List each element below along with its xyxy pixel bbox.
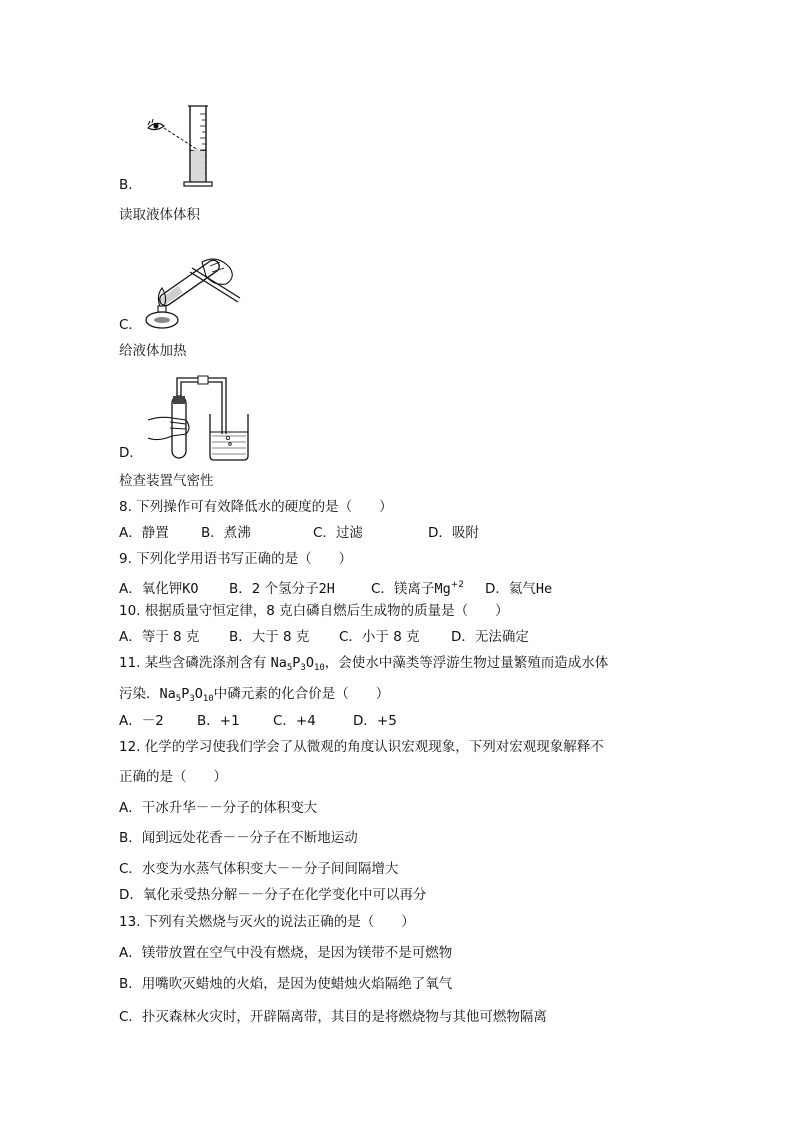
question-11-options xyxy=(119,712,397,730)
q9-option-d xyxy=(485,580,552,598)
q11-p-sub: 3 xyxy=(300,663,306,673)
q13-option-b: B．用嘴吹灭蜡烛的火焰，是因为使蜡烛火焰隔绝了氧气 xyxy=(119,976,453,992)
q12-option-a: A．干冰升华－－分子的体积变大 xyxy=(119,800,318,816)
q9-c-text: C．镁离子 xyxy=(371,581,435,597)
q8-option-c: C．过滤 xyxy=(313,525,363,541)
airtightness-check-figure xyxy=(140,372,252,464)
question-12-stem-line1: 12. 化学的学习使我们学会了从微观的角度认识宏观现象，下列对宏观现象解释不 xyxy=(119,739,604,755)
q11-o-2: O xyxy=(194,686,203,702)
question-9-options xyxy=(119,576,552,598)
q9-c-formula: Mg xyxy=(434,581,451,597)
q11-formula-2 xyxy=(160,686,214,702)
q11-p: P xyxy=(292,655,301,671)
option-d-letter: D． xyxy=(119,445,143,461)
q13-option-a: A．镁带放置在空气中没有燃烧，是因为镁带不是可燃物 xyxy=(119,945,453,961)
question-9-stem: 9. 下列化学用语书写正确的是（ ） xyxy=(119,551,353,567)
q10-option-a: A．等于 8 克 xyxy=(119,629,200,645)
q11-option-c: C．+4 xyxy=(273,713,316,729)
graduated-cylinder-figure xyxy=(140,104,220,190)
q9-a-formula: KO xyxy=(182,581,199,597)
option-d-caption: 检查装置气密性 xyxy=(119,473,214,489)
q11-o-sub: 10 xyxy=(313,663,325,673)
q11-option-d: D．+5 xyxy=(353,713,397,729)
q12-option-c: C．水变为水蒸气体积变大－－分子间间隔增大 xyxy=(119,861,399,877)
q10-option-b: B．大于 8 克 xyxy=(229,629,310,645)
q11-p-sub-2: 3 xyxy=(189,694,195,704)
q11-option-b: B．+1 xyxy=(197,713,240,729)
question-11-stem-line2 xyxy=(119,685,389,708)
q8-option-a: A．静置 xyxy=(119,525,169,541)
question-13-stem: 13. 下列有关燃烧与灭火的说法正确的是（ ） xyxy=(119,914,415,930)
q11-p-2: P xyxy=(181,686,190,702)
q13-option-c: C．扑灭森林火灾时，开辟隔离带，其目的是将燃烧物与其他可燃物隔离 xyxy=(119,1009,547,1025)
question-8-stem: 8. 下列操作可有效降低水的硬度的是（ ） xyxy=(119,499,393,515)
option-c-letter: C． xyxy=(119,317,142,333)
question-8-options xyxy=(119,524,479,542)
q9-d-formula: He xyxy=(535,581,553,597)
q9-option-c xyxy=(371,576,485,598)
q9-c-charge: +2 xyxy=(450,580,464,590)
q11-o-sub-2: 10 xyxy=(202,694,214,704)
q11-stem-pre: 11. 某些含磷洗涤剂含有 xyxy=(119,655,271,671)
q10-option-c: C．小于 8 克 xyxy=(339,629,420,645)
q9-a-text: A．氧化钾 xyxy=(119,581,183,597)
heating-test-tube-figure xyxy=(140,232,250,332)
q9-option-b xyxy=(229,580,371,598)
q11-na-2: Na xyxy=(159,686,176,702)
q11-na-sub-2: 5 xyxy=(175,694,182,704)
option-c-caption: 给液体加热 xyxy=(119,343,187,359)
option-b-caption: 读取液体体积 xyxy=(119,207,200,223)
question-10-stem: 10. 根据质量守恒定律，8 克白磷自燃后生成物的质量是（ ） xyxy=(119,603,509,619)
question-12-stem-line2: 正确的是（ ） xyxy=(119,769,227,785)
q11-option-a: A．－2 xyxy=(119,713,164,729)
q9-b-text: B．2 个氢分子 xyxy=(229,581,319,597)
option-b-letter: B． xyxy=(119,177,142,193)
q11-stem-post: ，会使水中藻类等浮游生物过量繁殖而造成水体 xyxy=(324,655,609,671)
q11-line2-post: 中磷元素的化合价是（ ） xyxy=(213,686,390,702)
q10-option-d: D．无法确定 xyxy=(451,629,529,645)
q11-formula xyxy=(271,655,325,671)
q9-option-a xyxy=(119,580,229,598)
q11-na-sub: 5 xyxy=(286,663,293,673)
q12-option-d: D．氧化汞受热分解－－分子在化学变化中可以再分 xyxy=(119,887,427,903)
q11-o: O xyxy=(305,655,314,671)
q11-line2-pre: 污染． xyxy=(119,686,160,702)
q8-option-b: B．煮沸 xyxy=(201,525,251,541)
q9-d-text: D．氦气 xyxy=(485,581,536,597)
question-11-stem xyxy=(119,654,608,677)
q12-option-b: B．闻到远处花香－－分子在不断地运动 xyxy=(119,830,358,846)
q9-b-formula: 2H xyxy=(318,581,335,597)
q8-option-d: D．吸附 xyxy=(428,525,479,541)
question-10-options xyxy=(119,628,529,646)
q11-na: Na xyxy=(270,655,287,671)
